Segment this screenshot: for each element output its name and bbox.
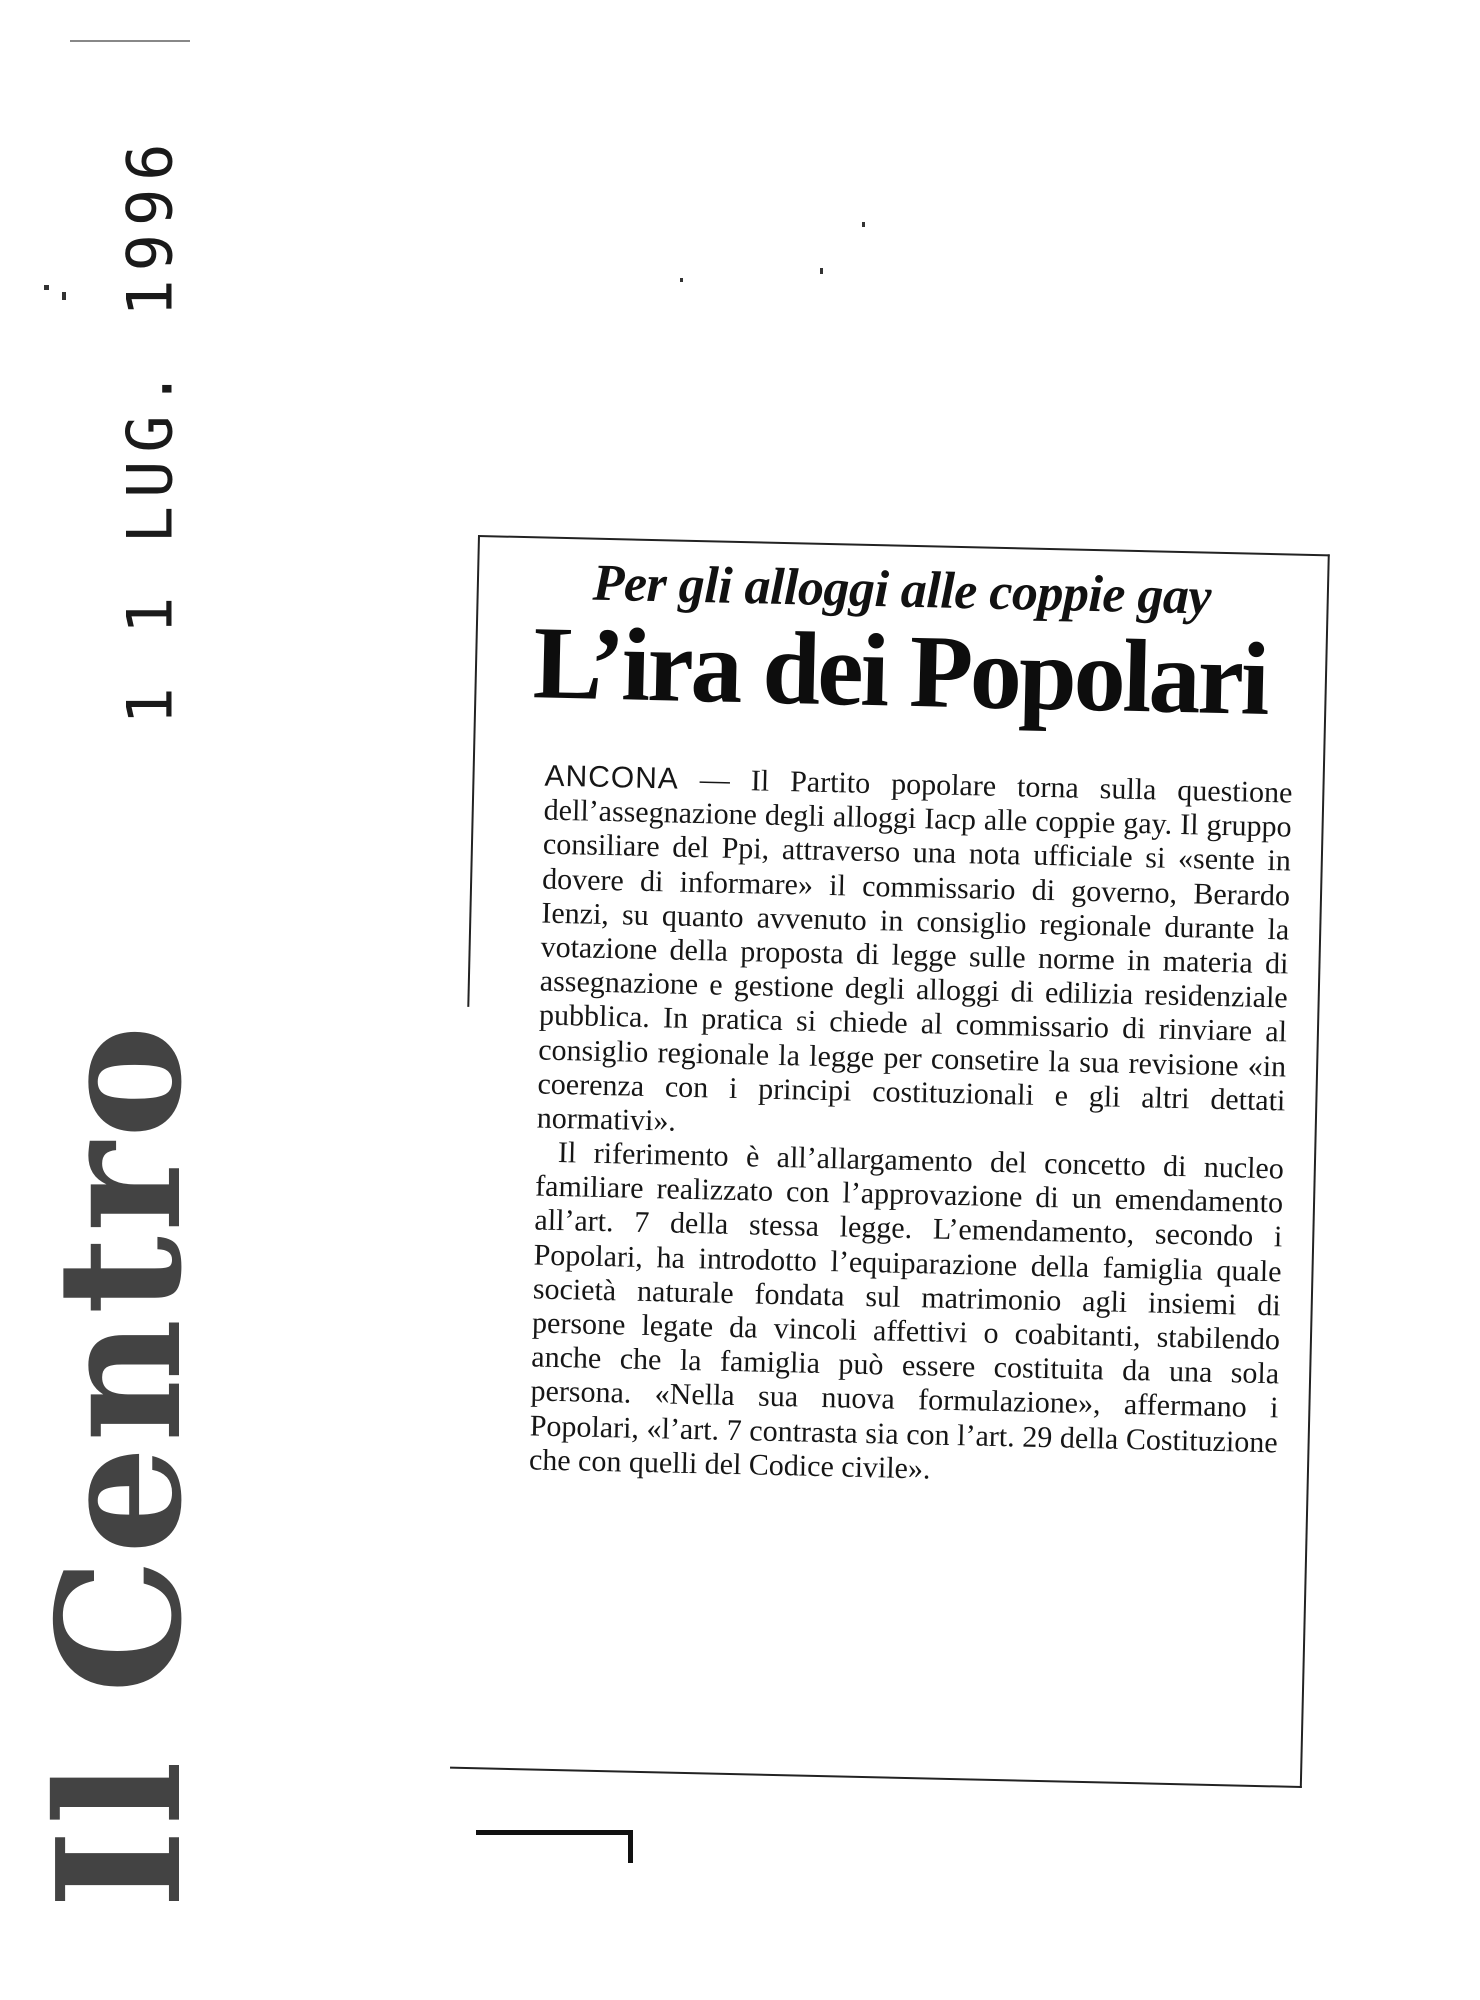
corner-bracket-mark bbox=[476, 1830, 633, 1863]
article-paragraph: Il riferimento è all’allargamento del concetto di nucleo familiare realizzato con l’approvazione di un emendamento all’art. 7 della stessa legge. L’emendamento, secondo i Popolari, ha introdotto l’equiparazione della famiglia quale società naturale fondata sul matrimonio agli insiemi di persone legate da vincoli affettivi o coabitanti, stabilendo anche che la famiglia può essere costituita da una sola persona. «Nella sua nuova formulazione», affermano i Popolari, «l’art. 7 contrasta sia con l’art. 29 della Costituzione che con quelli del Codice civile». bbox=[528, 1136, 1285, 1486]
speck-mark bbox=[44, 285, 49, 290]
article-clipping bbox=[450, 535, 1330, 1788]
top-rule bbox=[70, 40, 190, 42]
article-body bbox=[529, 760, 1293, 1495]
speck-mark bbox=[820, 268, 823, 274]
speck-mark bbox=[862, 222, 865, 227]
newspaper-masthead: Il Centro bbox=[20, 1021, 220, 1909]
article-paragraph-text: — Il Partito popolare torna sulla questione dell’assegnazione degli alloggi Iacp alle coppie gay. Il gruppo consiliare del Ppi, attraverso una nota ufficiale si «sente in dovere di informare» il commissario di governo, Berardo Ienzi, su quanto avvenuto in consiglio regionale durante la votazione della proposta di legge sulle norme in materia di assegnazione e gestione degli alloggi di edilizia residenziale pubblica. In pratica si chiede al commissario di rinviare al consiglio regionale la legge per consetire la sua revisione «in coerenza con i principi costituzionali e gli altri dettati normativi». bbox=[536, 762, 1293, 1138]
article-headline: L’ira dei Popolari bbox=[531, 605, 1269, 737]
date-stamp: 1 1 LUG. 1996 bbox=[113, 135, 187, 725]
speck-mark bbox=[62, 292, 66, 300]
article-dateline: ANCONA bbox=[544, 759, 680, 796]
clipping-left-edge bbox=[467, 537, 480, 1007]
article-paragraph bbox=[536, 760, 1292, 1153]
article-kicker: Per gli alloggi alle coppie gay bbox=[592, 554, 1212, 626]
speck-mark bbox=[680, 278, 683, 282]
